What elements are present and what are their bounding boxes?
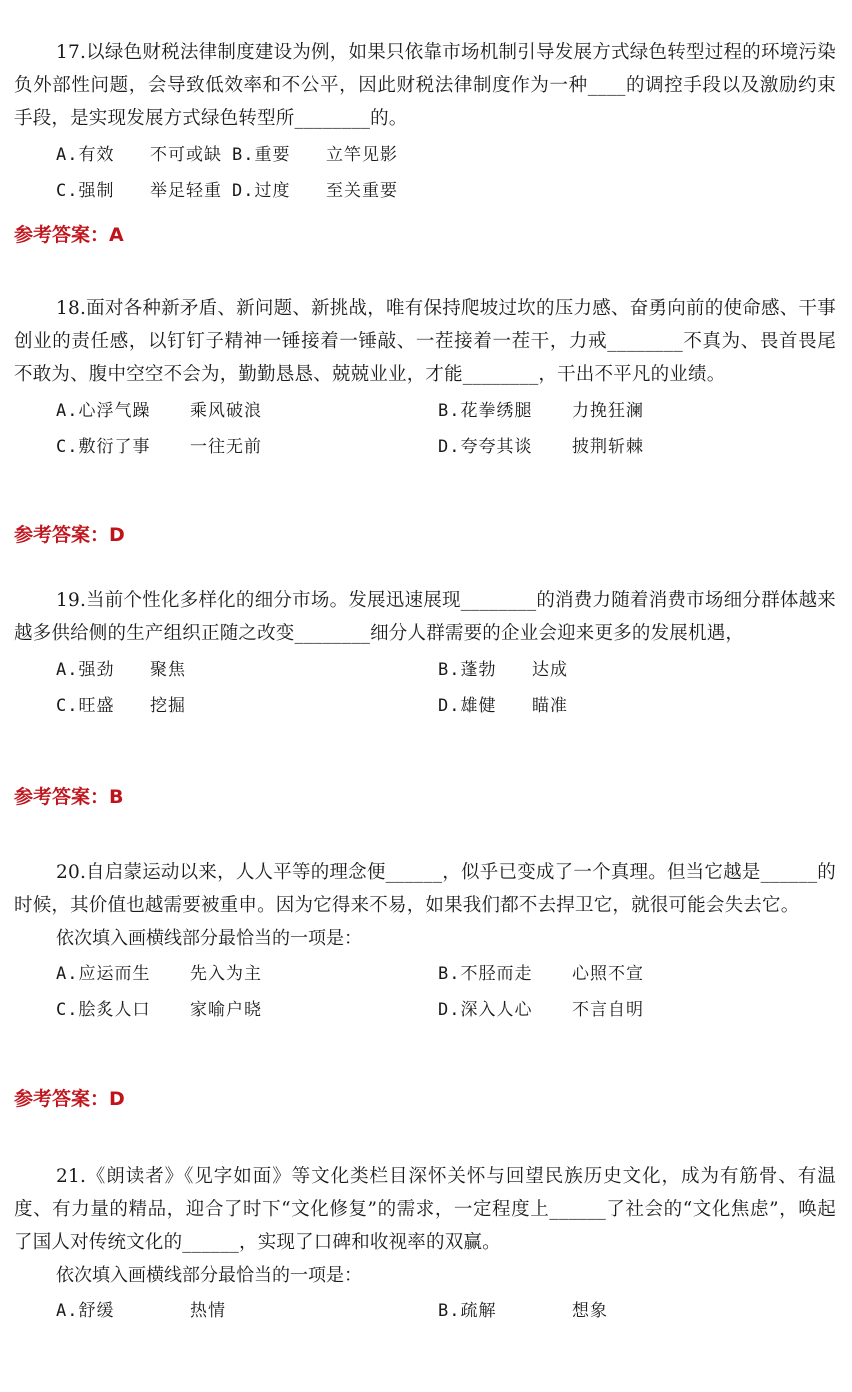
option-word-2: 力挽狂澜 (572, 401, 644, 421)
option-word-1: 蓬勃 (460, 660, 497, 680)
option-row (14, 688, 836, 724)
option-row (14, 992, 836, 1028)
option-word-1: 旺盛 (78, 696, 115, 716)
question-text: 19.当前个性化多样化的细分市场。发展迅速展现________的消费力随着消费市场细分群体越来越多供给侧的生产组织正随之改变________细分人群需要的企业会迎来更多的发展机遇， (14, 590, 836, 644)
option-word-1: 敷衍了事 (78, 437, 151, 457)
option-b (438, 1293, 608, 1329)
option-c (56, 688, 186, 724)
option-letter: A. (56, 660, 79, 680)
option-letter: A. (56, 964, 79, 984)
option-word-2: 先入为主 (190, 964, 262, 984)
instruction: 依次填入画横线部分最恰当的一项是： (56, 1265, 362, 1286)
question-21 (14, 1160, 836, 1329)
option-b (232, 137, 398, 173)
option-word-1: 心浮气躁 (78, 401, 151, 421)
option-word-1: 应运而生 (78, 964, 151, 984)
option-c (56, 429, 262, 465)
option-word-2: 不言自明 (572, 1000, 644, 1020)
option-word-2: 至关重要 (326, 181, 398, 201)
option-b (438, 393, 644, 429)
option-letter: B. (438, 1301, 461, 1321)
option-word-1: 雄健 (460, 696, 497, 716)
options (14, 1293, 836, 1329)
option-letter: A. (56, 1301, 79, 1321)
option-word-2: 挖掘 (150, 696, 186, 716)
question-text: 18.面对各种新矛盾、新问题、新挑战，唯有保持爬坡过坎的压力感、奋勇向前的使命感、干事创业的责任感，以钉钉子精神一锤接着一锤敲、一茬接着一茬干，力戒________不真为、畏首畏尾不敢为、腹中空空不会为，勤勤恳恳、兢兢业业，才能________，干出不平凡的业绩。 (14, 298, 836, 385)
option-word-2: 热情 (190, 1301, 226, 1321)
options (14, 956, 836, 1028)
answer-20: 参考答案：D (14, 1088, 125, 1110)
option-letter: C. (56, 1000, 79, 1020)
option-letter: A. (56, 145, 79, 165)
option-word-1: 有效 (78, 145, 115, 165)
option-a (56, 137, 222, 173)
option-word-1: 过度 (254, 181, 291, 201)
question-text: 21.《朗读者》《见字如面》等文化类栏目深怀关怀与回望民族历史文化，成为有筋骨、有温度、有力量的精品，迎合了时下“文化修复”的需求，一定程度上______了社会的“文化焦虑”，唤起了国人对传统文化的______，实现了口碑和收视率的双赢。 (14, 1166, 836, 1253)
question-20 (14, 856, 836, 1028)
option-word-1: 强劲 (78, 660, 115, 680)
option-b (438, 956, 644, 992)
answer-18: 参考答案：D (14, 524, 125, 546)
option-a (56, 652, 186, 688)
option-d (438, 688, 568, 724)
option-c (56, 173, 222, 209)
question-18 (14, 292, 836, 465)
question-text: 20.自启蒙运动以来，人人平等的理念便______，似乎已变成了一个真理。但当它越是______的时候，其价值也越需要被重申。因为它得来不易，如果我们都不去捍卫它，就很可能会失去它。 (14, 862, 836, 916)
option-row (14, 956, 836, 992)
option-word-1: 不胫而走 (460, 964, 533, 984)
options (14, 393, 836, 465)
option-letter: B. (438, 964, 461, 984)
option-letter: A. (56, 401, 79, 421)
option-word-2: 想象 (572, 1301, 608, 1321)
option-word-2: 心照不宣 (572, 964, 644, 984)
option-letter: C. (56, 696, 79, 716)
option-letter: D. (438, 696, 461, 716)
instruction: 依次填入画横线部分最恰当的一项是： (56, 928, 362, 949)
option-word-1: 强制 (78, 181, 115, 201)
option-word-2: 披荆斩棘 (572, 437, 644, 457)
question-17 (14, 36, 836, 209)
option-word-1: 夸夸其谈 (460, 437, 533, 457)
option-letter: C. (56, 181, 79, 201)
option-letter: B. (438, 660, 461, 680)
option-word-1: 疏解 (460, 1301, 497, 1321)
option-row (14, 429, 836, 465)
option-word-1: 重要 (254, 145, 291, 165)
option-row (14, 137, 836, 173)
options (14, 652, 836, 724)
option-word-1: 脍炙人口 (78, 1000, 151, 1020)
question-text: 17.以绿色财税法律制度建设为例，如果只依靠市场机制引导发展方式绿色转型过程的环境污染负外部性问题，会导致低效率和不公平，因此财税法律制度作为一种____的调控手段以及激励约束手段，是实现发展方式绿色转型所________的。 (14, 42, 836, 129)
option-c (56, 992, 262, 1028)
option-letter: D. (438, 1000, 461, 1020)
option-word-2: 乘风破浪 (190, 401, 262, 421)
option-word-1: 花拳绣腿 (460, 401, 533, 421)
option-word-2: 不可或缺 (150, 145, 222, 165)
option-letter: B. (438, 401, 461, 421)
option-word-2: 一往无前 (190, 437, 262, 457)
option-d (232, 173, 398, 209)
option-word-1: 舒缓 (78, 1301, 115, 1321)
option-word-2: 瞄准 (532, 696, 568, 716)
option-a (56, 393, 262, 429)
option-letter: D. (232, 181, 255, 201)
option-row (14, 173, 836, 209)
options (14, 137, 836, 209)
option-word-2: 家喻户晓 (190, 1000, 262, 1020)
option-letter: D. (438, 437, 461, 457)
question-19 (14, 584, 836, 724)
option-letter: C. (56, 437, 79, 457)
option-d (438, 992, 644, 1028)
option-row (14, 652, 836, 688)
option-letter: B. (232, 145, 255, 165)
option-word-2: 聚焦 (150, 660, 186, 680)
option-a (56, 1293, 226, 1329)
option-b (438, 652, 568, 688)
option-d (438, 429, 644, 465)
option-a (56, 956, 262, 992)
answer-17: 参考答案：A (14, 224, 124, 246)
option-word-2: 立竿见影 (326, 145, 398, 165)
option-word-2: 举足轻重 (150, 181, 222, 201)
option-word-1: 深入人心 (460, 1000, 533, 1020)
option-row (14, 393, 836, 429)
option-word-2: 达成 (532, 660, 568, 680)
option-row (14, 1293, 836, 1329)
answer-19: 参考答案：B (14, 786, 124, 808)
